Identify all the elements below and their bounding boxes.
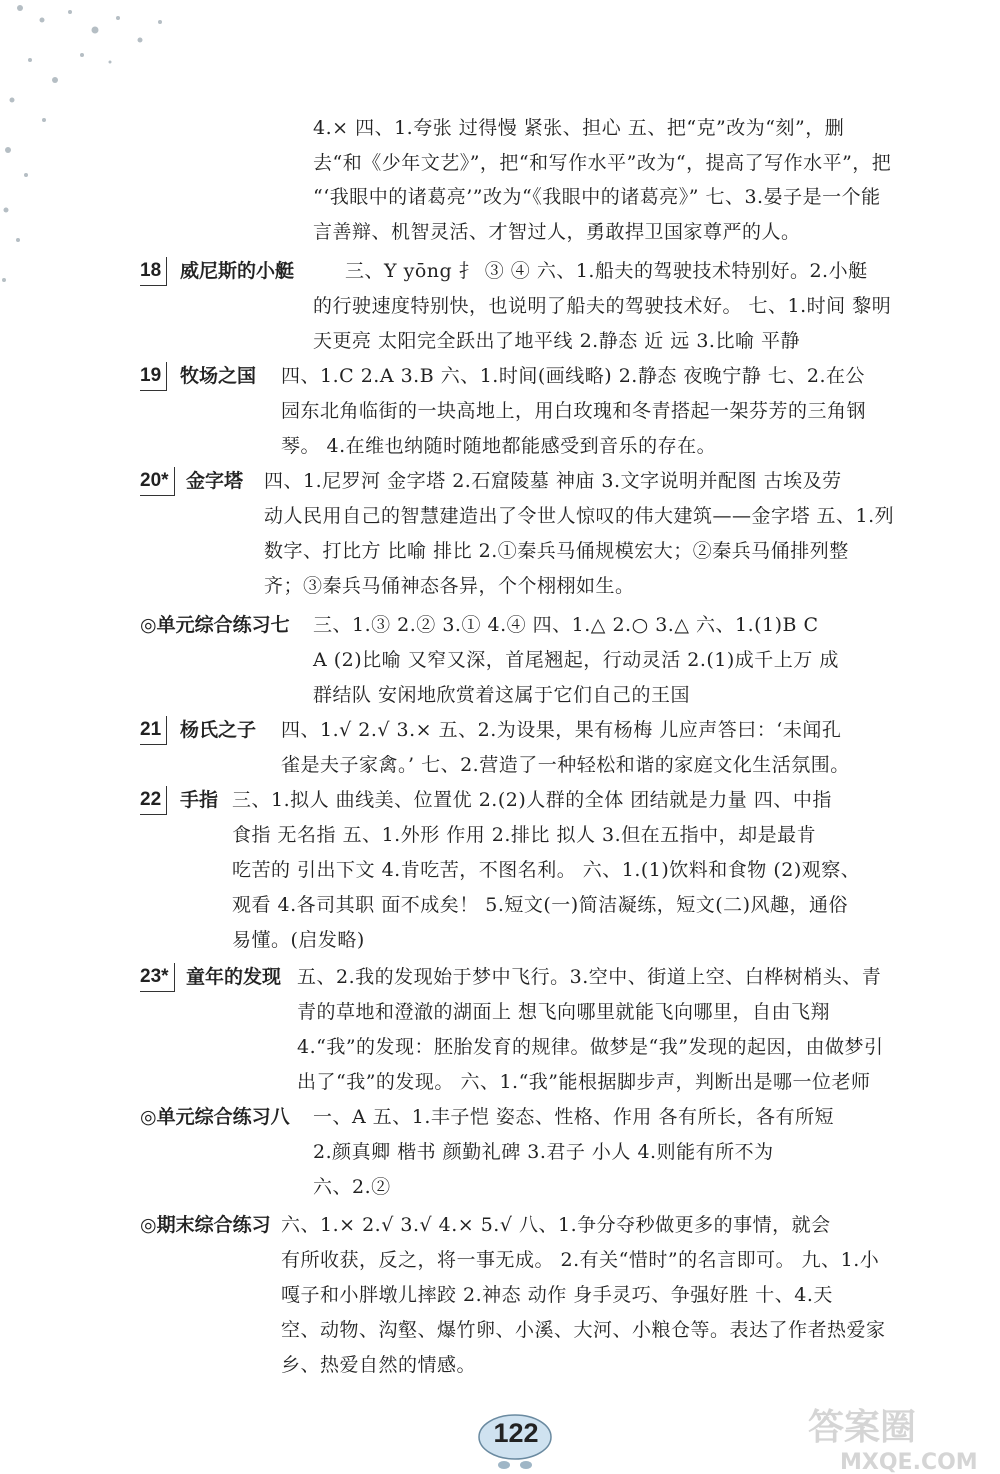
answer-line: 天更亮 太阳完全跃出了地平线 2.静态 近 远 3.比喻 平静: [313, 330, 800, 352]
answer-line: 出了“我”的发现。 六、1.“我”能根据脚步声，判断出是哪一位老师: [297, 1071, 871, 1093]
answer-line: 青的草地和澄澈的湖面上 想飞向哪里就能飞向哪里，自由飞翔: [297, 1001, 831, 1023]
answer-line: 言善辩、机智灵活、才智过人，勇敢捍卫国家尊严的人。: [313, 221, 801, 243]
answer-line: 观看 4.各司其职 面不成矣！ 5.短文(一)简洁凝练，短文(二)风趣，通俗: [232, 894, 849, 916]
answer-line: 易懂。(启发略): [232, 929, 365, 951]
answer-line: 四、1.√ 2.√ 3.× 五、2.为设果，果有杨梅 儿应声答曰：‘未闻孔: [281, 719, 842, 741]
answer-line: 吃苦的 引出下文 4.肯吃苦，不图名利。 六、1.(1)饮料和食物 (2)观察、: [232, 859, 861, 881]
answer-line: 动人民用自己的智慧建造出了令世人惊叹的伟大建筑——金字塔 五、1.列: [264, 505, 895, 527]
lesson-number: 21: [140, 719, 162, 740]
answer-line: 一、A 五、1.丰子恺 姿态、性格、作用 各有所长，各有所短: [313, 1106, 834, 1128]
answer-line: 雀是夫子家禽。’ 七、2.营造了一种轻松和谐的家庭文化生活氛围。: [281, 754, 850, 776]
answer-line: 琴。 4.在维也纳随时随地都能感受到音乐的存在。: [281, 435, 717, 457]
lesson-title: 威尼斯的小艇: [180, 260, 295, 282]
answer-line: 四、1.尼罗河 金字塔 2.石窟陵墓 神庙 3.文字说明并配图 古埃及劳: [264, 470, 842, 492]
answer-line: 齐；③秦兵马俑神态各异，个个栩栩如生。: [264, 575, 635, 597]
answer-line: 4.× 四、1.夸张 过得慢 紧张、担心 五、把“克”改为“刻”，删: [313, 117, 845, 139]
lesson-number: 23*: [140, 966, 169, 987]
answer-line: 2.颜真卿 楷书 颜勤礼碑 3.君子 小人 4.则能有所不为: [313, 1141, 774, 1163]
answer-line: 三、Y yōng 扌 ③ ④ 六、1.船夫的驾驶技术特别好。2.小艇: [345, 260, 868, 282]
watermark-logo: [800, 1395, 1000, 1474]
lesson-title: 童年的发现: [186, 966, 282, 988]
answer-line: 三、1.③ 2.② 3.① 4.④ 四、1.△ 2.○ 3.△ 六、1.(1)B C: [313, 614, 819, 636]
answer-line: 数字、打比方 比喻 排比 2.①秦兵马俑规模宏大；②秦兵马俑排列整: [264, 540, 849, 562]
answer-line: 空、动物、沟壑、爆竹卵、小溪、大河、小粮仓等。表达了作者热爱家: [281, 1319, 886, 1341]
answer-line: 三、1.拟人 曲线美、位置优 2.(2)人群的全体 团结就是力量 四、中指: [232, 789, 832, 811]
answer-line: 食指 无名指 五、1.外形 作用 2.排比 拟人 3.但在五指中，却是最肯: [232, 824, 817, 846]
answer-line: 的行驶速度特别快，也说明了船夫的驾驶技术好。 七、1.时间 黎明: [313, 295, 892, 317]
answer-line: 六、1.× 2.√ 3.√ 4.× 5.√ 八、1.争分夺秒做更多的事情，就会: [281, 1214, 831, 1236]
lesson-number: 18: [140, 260, 162, 281]
lesson-number: 22: [140, 789, 162, 810]
answer-line: “‘我眼中的诸葛亮’”改为“《我眼中的诸葛亮》” 七、3.晏子是一个能: [313, 186, 881, 208]
svg-text:答案圈: 答案圈: [808, 1407, 917, 1448]
lesson-title: 手指: [180, 789, 219, 811]
lesson-number: 20*: [140, 470, 169, 491]
answer-line: 四、1.C 2.A 3.B 六、1.时间(画线略) 2.静态 夜晚宁静 七、2.在公: [281, 365, 866, 387]
decorative-splatter: [0, 0, 180, 360]
answer-line: 4.“我”的发现：胚胎发育的规律。做梦是“我”发现的起因，由做梦引: [297, 1036, 884, 1058]
unit-title: ◎期末综合练习: [140, 1214, 271, 1236]
answer-line: 六、2.②: [313, 1176, 391, 1198]
answer-line: A (2)比喻 又窄又深，首尾翘起，行动灵活 2.(1)成千上万 成: [313, 649, 839, 671]
page-number: 122: [493, 1418, 539, 1448]
answer-line: 嘎子和小胖墩儿摔跤 2.神态 动作 身手灵巧、争强好胜 十、4.天: [281, 1284, 833, 1306]
answer-line: 园东北角临街的一块高地上，用白玫瑰和冬青搭起一架芬芳的三角钢: [281, 400, 867, 422]
lesson-title: 牧场之国: [180, 365, 257, 387]
lesson-title: 杨氏之子: [180, 719, 257, 741]
svg-text:MXQE.COM: MXQE.COM: [840, 1450, 978, 1474]
unit-title: ◎单元综合练习八: [140, 1106, 290, 1128]
unit-title: ◎单元综合练习七: [140, 614, 290, 636]
lesson-title: 金字塔: [186, 470, 244, 492]
answer-line: 有所收获，反之，将一事无成。 2.有关“惜时”的名言即可。 九、1.小: [281, 1249, 880, 1271]
answer-line: 去“和《少年文艺》”，把“和写作水平”改为“，提高了写作水平”，把: [313, 152, 892, 174]
lesson-number: 19: [140, 365, 162, 386]
answer-line: 乡、热爱自然的情感。: [281, 1354, 477, 1376]
answer-line: 群结队 安闲地欣赏着这属于它们自己的王国: [313, 684, 691, 706]
answer-line: 五、2.我的发现始于梦中飞行。3.空中、街道上空、白桦树梢头、青: [297, 966, 882, 988]
